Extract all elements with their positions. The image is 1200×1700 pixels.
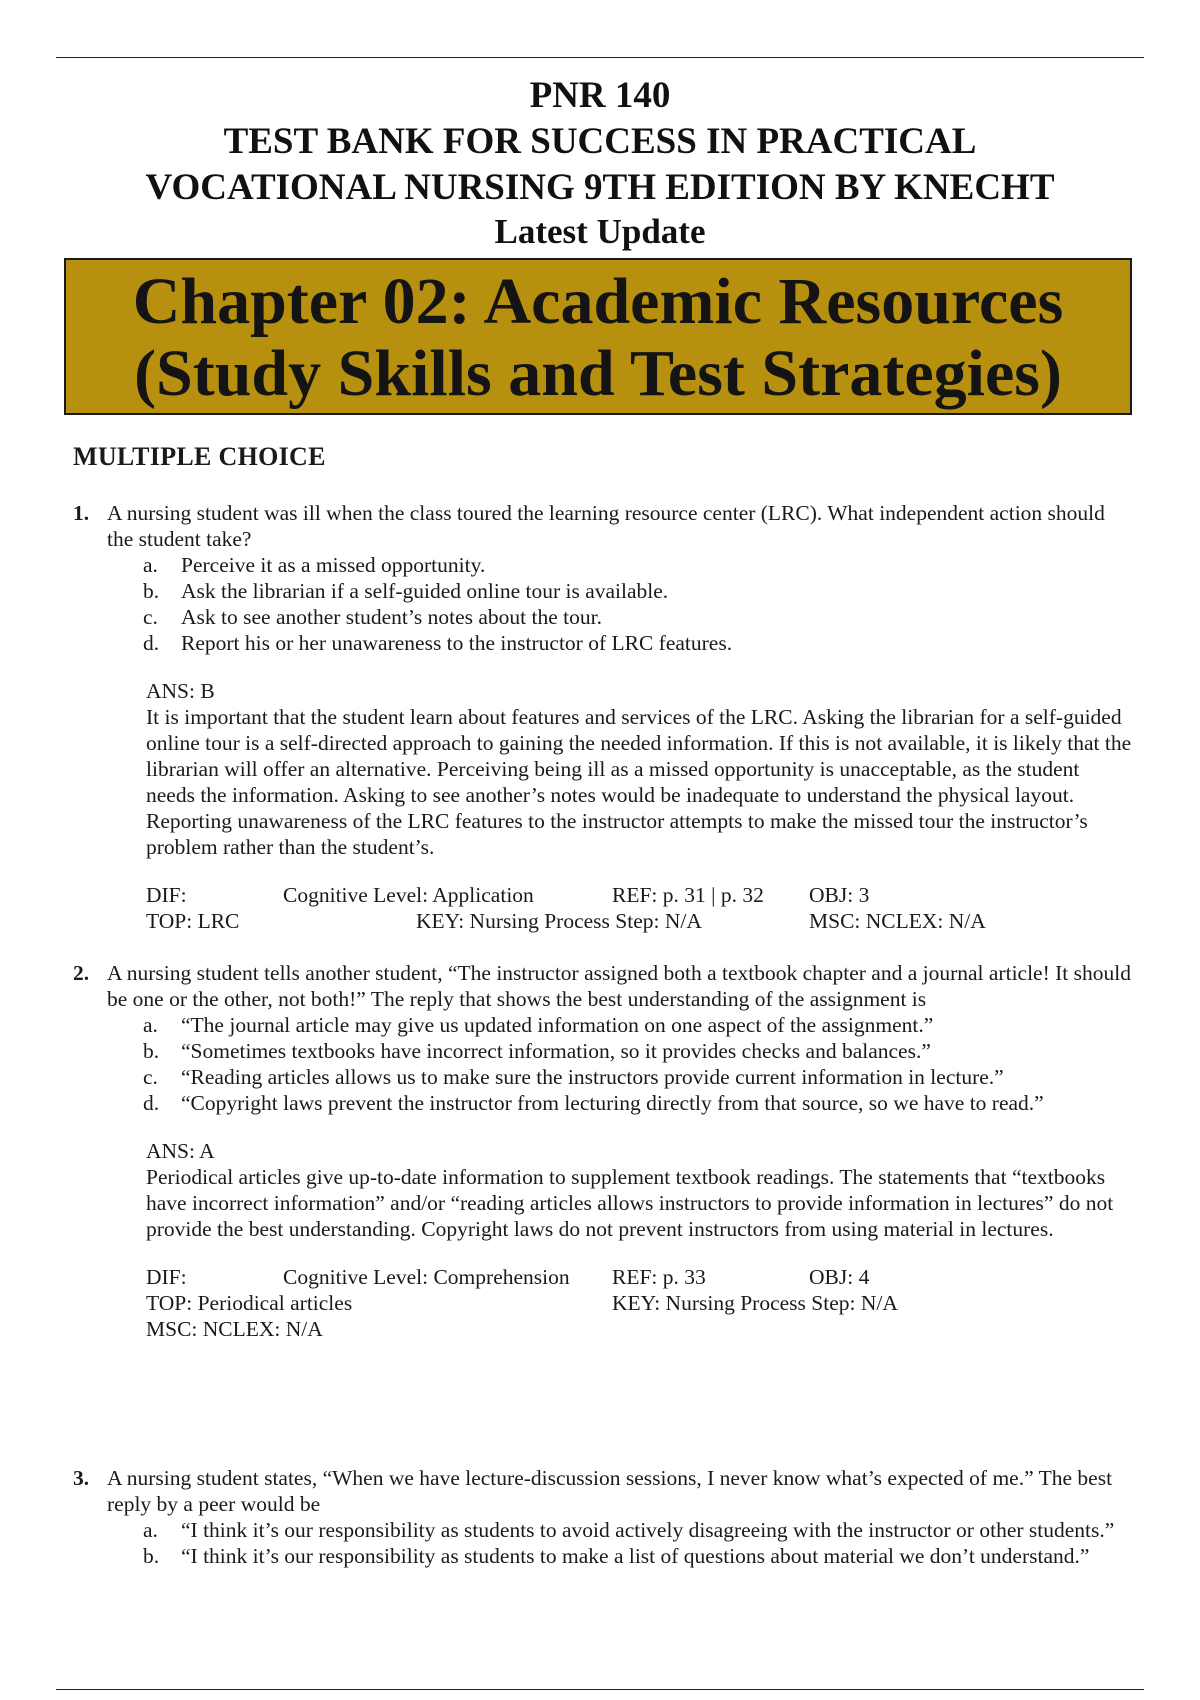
top-rule xyxy=(56,57,1144,58)
meta-cognitive: Cognitive Level: Application xyxy=(283,883,534,907)
question-stem: A nursing student states, “When we have lecture-discussion sessions, I never know what’s expected of me.” The best reply by a peer would be xyxy=(107,1466,1113,1516)
question-stem: A nursing student was ill when the class toured the learning resource center (LRC). What independent action should the student take? xyxy=(107,501,1105,551)
option-b: b. Ask the librarian if a self-guided online tour is available. xyxy=(143,579,669,603)
option-a: a. “The journal article may give us updated information on one aspect of the assignment.” xyxy=(143,1013,934,1037)
section-heading: MULTIPLE CHOICE xyxy=(73,442,326,471)
course-code: PNR 140 xyxy=(529,75,671,116)
option-b: b. “I think it’s our responsibility as students to make a list of questions about material we don’t understand.” xyxy=(143,1544,1090,1568)
question-meta xyxy=(146,1264,1133,1342)
option-a: a. Perceive it as a missed opportunity. xyxy=(143,553,486,577)
question-number: 2. xyxy=(73,961,90,985)
title-line-2: VOCATIONAL NURSING 9TH EDITION BY KNECHT xyxy=(145,167,1055,208)
option-c: c. “Reading articles allows us to make sure the instructors provide current information in lecture.” xyxy=(143,1065,1004,1089)
rationale: It is important that the student learn about features and services of the LRC. Asking the librarian for a self-guided online tour is a self-directed approach to gaining the needed information. If this is not available, it is likely that the librarian will offer an alternative. Perceiving being ill as a missed opportunity is unacceptable, as the student needs the information. Asking to see another’s notes would be inadequate to understand the physical layout. Reporting unawareness of the LRC features to the instructor attempts to make the missed tour the instructor’s problem rather than the student’s. xyxy=(146,705,1132,859)
bottom-rule xyxy=(56,1689,1144,1690)
rationale: Periodical articles give up-to-date information to supplement textbook readings. The statements that “textbooks have incorrect information” and/or “reading articles allows instructors to provide information in lectures” do not provide the best understanding. Copyright laws do not prevent instructors from using material in lectures. xyxy=(146,1165,1114,1241)
meta-top: TOP: Periodical articles xyxy=(146,1291,353,1315)
answer: ANS: B xyxy=(146,679,215,703)
option-d: d. Report his or her unawareness to the instructor of LRC features. xyxy=(143,631,733,655)
meta-dif: DIF: xyxy=(146,1265,187,1289)
meta-msc: MSC: NCLEX: N/A xyxy=(809,909,986,933)
meta-key: KEY: Nursing Process Step: N/A xyxy=(612,1291,898,1315)
question-1 xyxy=(73,500,1133,934)
question-stem: A nursing student tells another student, “The instructor assigned both a textbook chapter and a journal article! It should be one or the other, not both!” The reply that shows the best understanding of the assignment is xyxy=(107,961,1131,1011)
option-b: b. “Sometimes textbooks have incorrect information, so it provides checks and balances.” xyxy=(143,1039,931,1063)
latest-update: Latest Update xyxy=(494,212,706,251)
question-meta xyxy=(146,882,1133,934)
meta-cognitive: Cognitive Level: Comprehension xyxy=(283,1265,570,1289)
question-number: 1. xyxy=(73,501,90,525)
question-2 xyxy=(73,960,1133,1342)
meta-obj: OBJ: 3 xyxy=(809,883,870,907)
meta-msc: MSC: NCLEX: N/A xyxy=(146,1317,323,1341)
option-c: c. Ask to see another student’s notes about the tour. xyxy=(143,605,602,629)
question-3 xyxy=(73,1465,1133,1569)
title-line-1: TEST BANK FOR SUCCESS IN PRACTICAL xyxy=(223,121,977,162)
answer: ANS: A xyxy=(146,1139,215,1163)
chapter-banner xyxy=(64,258,1132,415)
document-header xyxy=(0,73,1200,252)
option-d: d. “Copyright laws prevent the instructor from lecturing directly from that source, so we have to read.” xyxy=(143,1091,1044,1115)
meta-ref: REF: p. 31 | p. 32 xyxy=(612,883,764,907)
chapter-title-line-1: Chapter 02: Academic Resources xyxy=(132,265,1064,338)
meta-top: TOP: LRC xyxy=(146,909,240,933)
meta-obj: OBJ: 4 xyxy=(809,1265,870,1289)
chapter-title-line-2: (Study Skills and Test Strategies) xyxy=(134,337,1062,410)
option-a: a. “I think it’s our responsibility as students to avoid actively disagreeing with the instructor or other students.” xyxy=(143,1518,1115,1542)
question-number: 3. xyxy=(73,1466,90,1490)
meta-key: KEY: Nursing Process Step: N/A xyxy=(416,909,702,933)
meta-ref: REF: p. 33 xyxy=(612,1265,706,1289)
meta-dif: DIF: xyxy=(146,883,187,907)
